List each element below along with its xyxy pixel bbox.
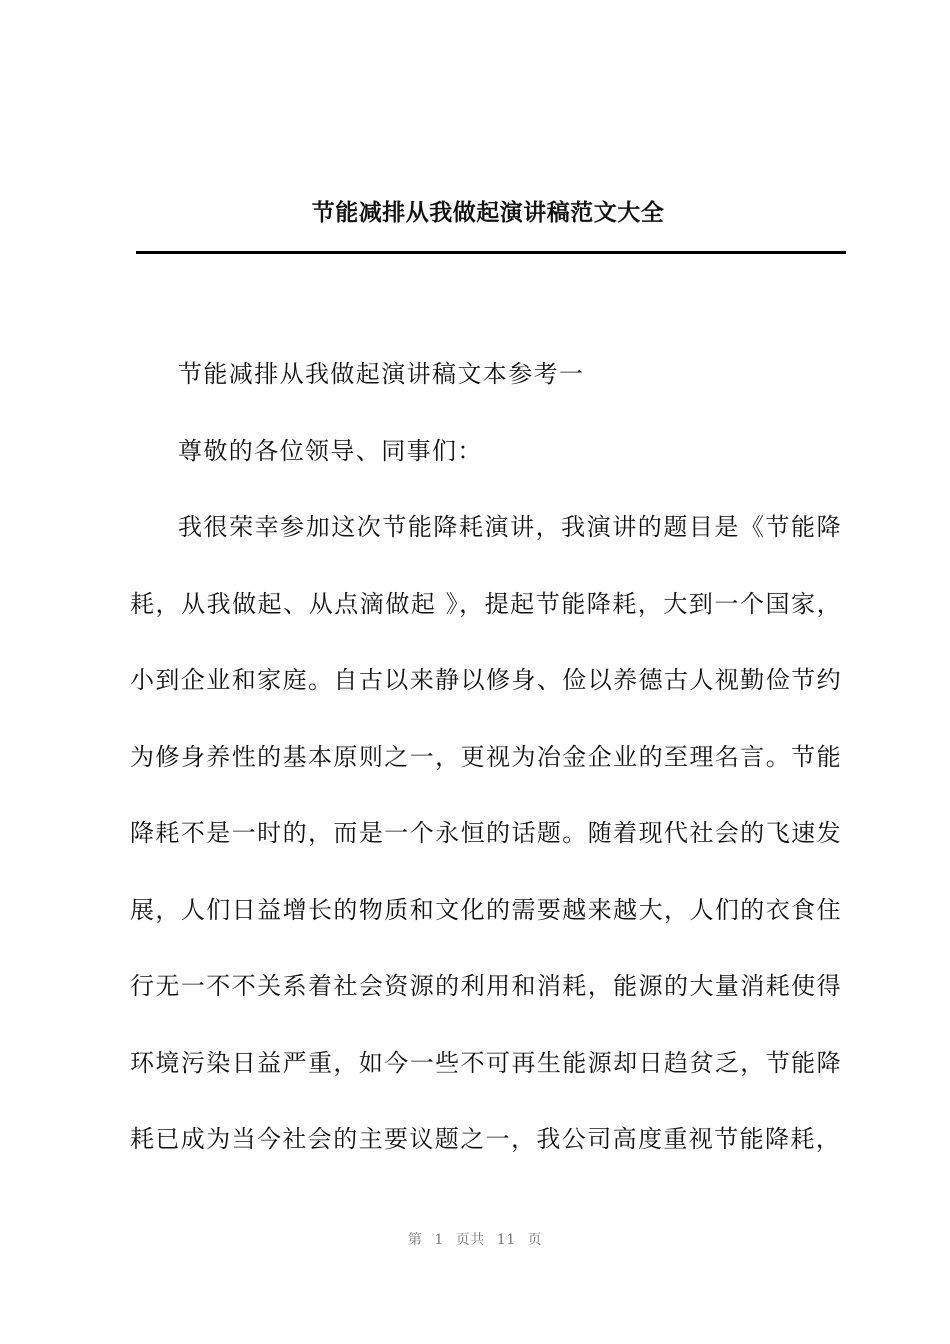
page-footer xyxy=(0,1229,950,1249)
title-underline-divider xyxy=(136,251,846,254)
footer-end-label: 页 xyxy=(527,1232,543,1248)
salutation-paragraph: 尊敬的各位领导、同事们： xyxy=(178,436,483,465)
footer-total-pages: 11 xyxy=(496,1232,516,1248)
footer-page-label: 第 xyxy=(407,1232,423,1248)
section-heading-paragraph: 节能减排从我做起演讲稿文本参考一 xyxy=(178,360,585,388)
footer-current-page: 1 xyxy=(434,1232,444,1248)
document-title: 节能减排从我做起演讲稿范文大全 xyxy=(311,199,665,226)
body-paragraph: 我很荣幸参加这次节能降耗演讲，我演讲的题目是《节能降耗，从我做起、从点滴做起 》，提起节能降耗，大到一个国家，小到企业和家庭。自古以来静以修身、俭以养德古人视勤俭节约为修身养性的基本原则之一，更视为冶金企业的至理名言。节能降耗不是一时的，而是一个永恒的话题。随着现代社会的飞速发展，人们日益增长的物质和文化的需要越来越大，人们的衣食住行无一不不关系着社会资源的利用和消耗，能源的大量消耗使得环境污染日益严重，如今一些不可再生能源却日趋贫乏，节能降耗已成为当今社会的主要议题之一，我公司高度重视节能降耗， xyxy=(130,513,842,1153)
footer-of-total-label: 页共 xyxy=(455,1232,485,1248)
document-body xyxy=(130,336,842,1178)
